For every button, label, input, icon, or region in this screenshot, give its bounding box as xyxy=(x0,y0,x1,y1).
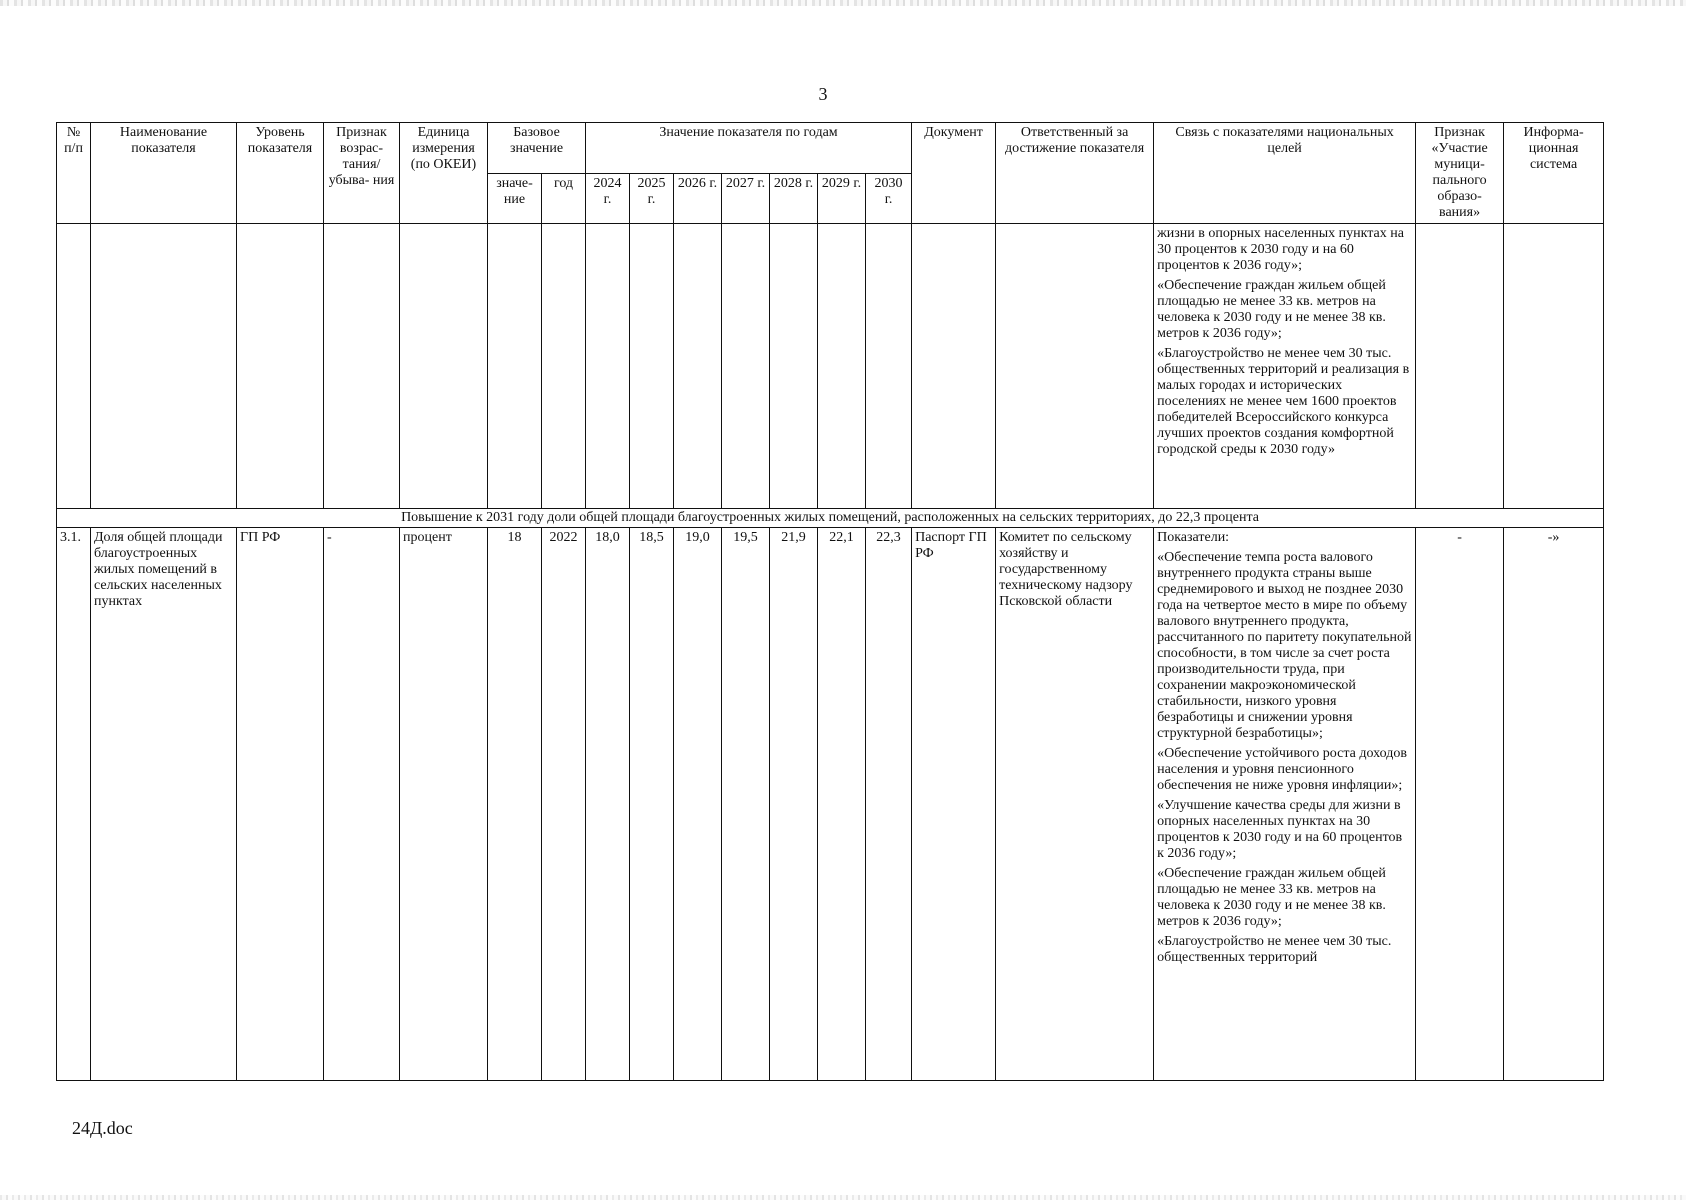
row-base-value: 18 xyxy=(488,528,542,1081)
row-unit: процент xyxy=(400,528,488,1081)
link-paragraph: «Улучшение качества среды для жизни в опорных населенных пунктах на 30 процентов к 2030 году и на 60 процентов к 2036 году»; xyxy=(1157,798,1403,861)
continued-link-paragraph: «Благоустройство не менее чем 30 тыс. общественных территорий и реализация в малых городах и исторических поселениях не менее чем 1600 проектов победителей Всероссийского конкурса лучших проектов создания комфортной городской среды к 2030 году» xyxy=(1157,346,1410,457)
header-link: Связь с показателями национальных целей xyxy=(1154,123,1416,224)
header-level: Уровень показателя xyxy=(237,123,324,224)
continued-link-cell xyxy=(1154,224,1416,509)
row-value-2026: 19,0 xyxy=(674,528,722,1081)
header-year-2025: 2025 г. xyxy=(630,173,674,224)
header-row-1 xyxy=(57,123,1604,174)
link-paragraph: Показатели: xyxy=(1157,530,1230,545)
header-municipal: Признак «Участие муници- пального образо- вания» xyxy=(1416,123,1504,224)
header-name: Наименование показателя xyxy=(91,123,237,224)
table-row xyxy=(57,528,1604,1081)
scan-edge-top xyxy=(0,0,1686,6)
continued-link-paragraph: «Обеспечение граждан жильем общей площадью не менее 33 кв. метров на человека к 2030 году и не менее 38 кв. метров к 2036 году»; xyxy=(1157,278,1386,341)
row-value-2028: 21,9 xyxy=(770,528,818,1081)
header-by-years: Значение показателя по годам xyxy=(586,123,912,174)
header-year-2026: 2026 г. xyxy=(674,173,722,224)
header-num: № п/п xyxy=(57,123,91,224)
header-year-2029: 2029 г. xyxy=(818,173,866,224)
link-paragraph: «Обеспечение граждан жильем общей площадью не менее 33 кв. метров на человека к 2030 году и не менее 38 кв. метров к 2036 году»; xyxy=(1157,866,1386,929)
header-year-2028: 2028 г. xyxy=(770,173,818,224)
header-base: Базовое значение xyxy=(488,123,586,174)
row-link-cell xyxy=(1154,528,1416,1081)
section-title: Повышение к 2031 году доли общей площади благоустроенных жилых помещений, расположенных на сельских территориях, до 22,3 процента xyxy=(57,509,1604,528)
row-info-system: -» xyxy=(1504,528,1604,1081)
row-base-year: 2022 xyxy=(542,528,586,1081)
continuation-row xyxy=(57,224,1604,509)
row-value-2027: 19,5 xyxy=(722,528,770,1081)
header-trend: Признак возрас- тания/ убыва- ния xyxy=(324,123,400,224)
header-base-value: значе- ние xyxy=(488,173,542,224)
link-paragraph: «Обеспечение темпа роста валового внутреннего продукта страны выше среднемирового и выход не позднее 2030 года на четвертое место в мире по объему валового внутреннего продукта, рассчитанного по паритету покупательной способности, в том числе за счет роста производительности труда, при сохранении макроэкономической стабильности, низкого уровня безработицы и снижении уровня структурной безработицы»; xyxy=(1157,550,1412,741)
header-base-year: год xyxy=(542,173,586,224)
row-num: 3.1. xyxy=(57,528,91,1081)
header-year-2024: 2024 г. xyxy=(586,173,630,224)
row-document: Паспорт ГП РФ xyxy=(912,528,996,1081)
row-responsible: Комитет по сельскому хозяйству и государственному техническому надзору Псковской области xyxy=(996,528,1154,1081)
header-info-system: Информа- ционная система xyxy=(1504,123,1604,224)
row-value-2030: 22,3 xyxy=(866,528,912,1081)
link-paragraph: «Благоустройство не менее чем 30 тыс. общественных территорий xyxy=(1157,934,1392,965)
continued-link-paragraph: жизни в опорных населенных пунктах на 30 процентов к 2030 году и на 60 процентов к 2036 году»; xyxy=(1157,226,1404,273)
footer-filename: 24Д.doc xyxy=(72,1118,133,1138)
row-level: ГП РФ xyxy=(237,528,324,1081)
header-unit: Единица измерения (по ОКЕИ) xyxy=(400,123,488,224)
row-value-2029: 22,1 xyxy=(818,528,866,1081)
header-document: Документ xyxy=(912,123,996,224)
header-year-2027: 2027 г. xyxy=(722,173,770,224)
header-responsible: Ответственный за достижение показателя xyxy=(996,123,1154,224)
row-value-2025: 18,5 xyxy=(630,528,674,1081)
link-paragraph: «Обеспечение устойчивого роста доходов населения и уровня пенсионного обеспечения не ниже уровня инфляции»; xyxy=(1157,746,1407,793)
row-trend: - xyxy=(324,528,400,1081)
row-name: Доля общей площади благоустроенных жилых помещений в сельских населенных пунктах xyxy=(91,528,237,1081)
row-value-2024: 18,0 xyxy=(586,528,630,1081)
section-row xyxy=(57,509,1604,528)
indicator-table xyxy=(56,122,1604,1081)
page-number: 3 xyxy=(818,84,828,104)
header-year-2030: 2030 г. xyxy=(866,173,912,224)
scan-edge-bottom xyxy=(0,1195,1686,1200)
row-municipal: - xyxy=(1416,528,1504,1081)
